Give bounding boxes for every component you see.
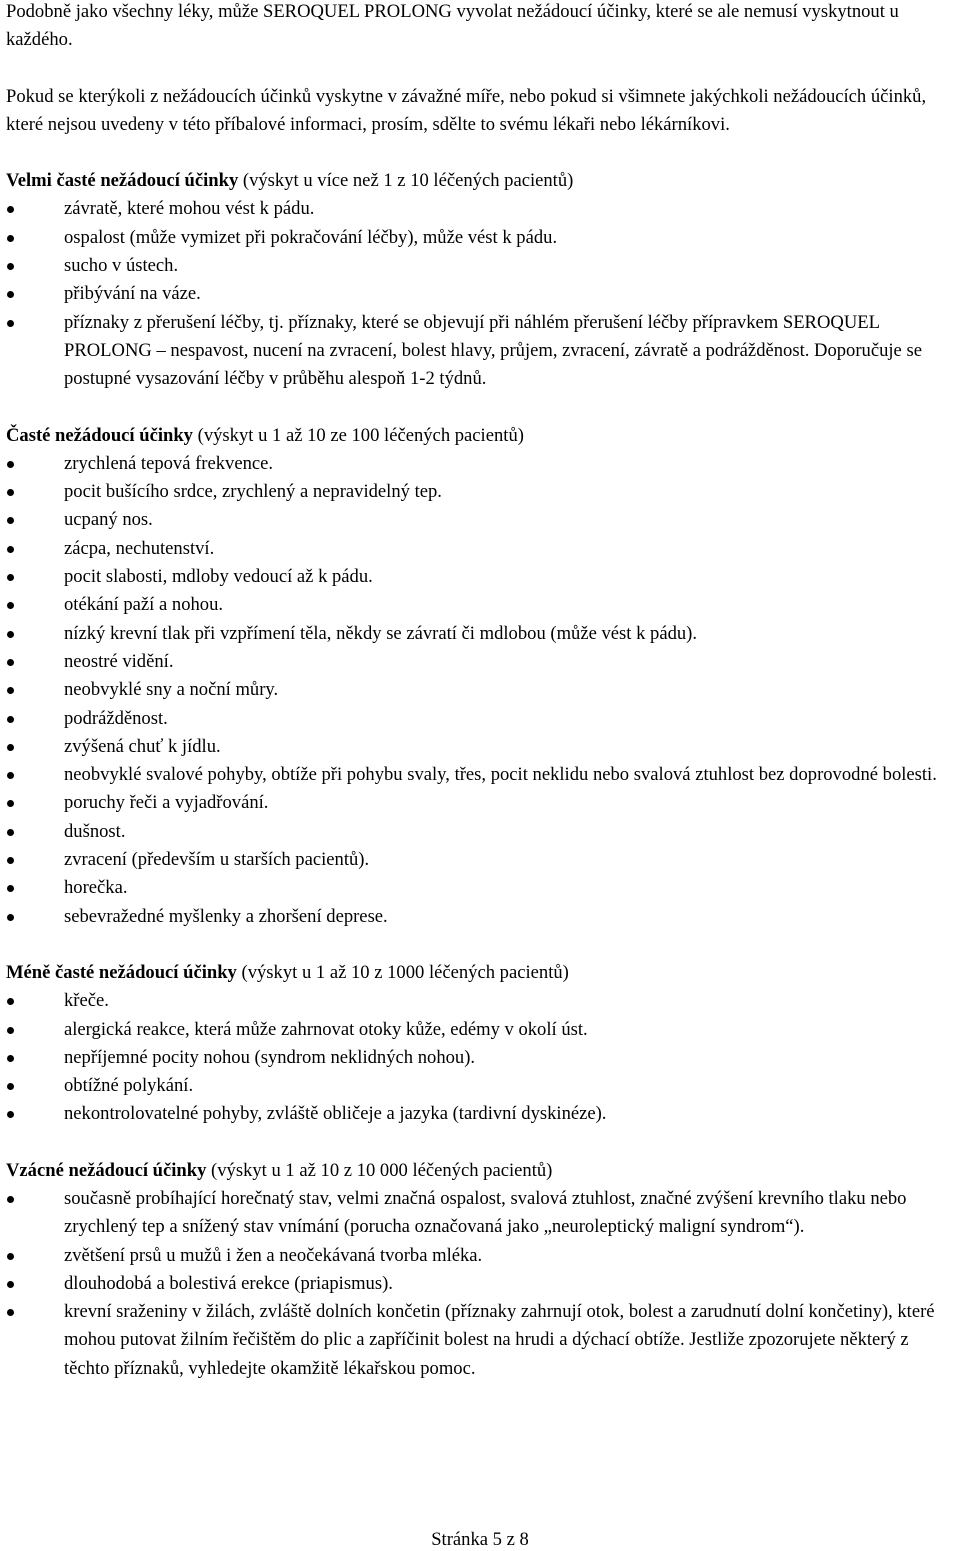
section-heading [6, 959, 956, 987]
list-item: sebevražedné myšlenky a zhoršení deprese. [6, 903, 956, 931]
list-item: podrážděnost. [6, 705, 956, 733]
section-note: (výskyt u 1 až 10 z 10 000 léčených pacientů) [206, 1159, 553, 1181]
bullet-list [6, 1185, 956, 1383]
list-item: obtížné polykání. [6, 1072, 956, 1100]
section-title: Časté nežádoucí účinky [6, 424, 193, 446]
list-item: poruchy řeči a vyjadřování. [6, 789, 956, 817]
section-heading [6, 422, 956, 450]
list-item: současně probíhající horečnatý stav, velmi značná ospalost, svalová ztuhlost, značné zvýšení krevního tlaku nebo zrychlený tep a snížený stav vnímání (porucha označovaná jako „neuroleptický maligní syndrom“). [6, 1185, 956, 1242]
list-item: nekontrolovatelné pohyby, zvláště obličeje a jazyka (tardivní dyskinéze). [6, 1100, 956, 1128]
list-item: křeče. [6, 987, 956, 1015]
page-number: Stránka 5 z 8 [431, 1529, 529, 1550]
list-item: pocit bušícího srdce, zrychlený a nepravidelný tep. [6, 478, 956, 506]
section-note: (výskyt u více než 1 z 10 léčených pacientů) [238, 170, 574, 192]
section-common [6, 422, 956, 931]
list-item: sucho v ústech. [6, 252, 956, 280]
section-note: (výskyt u 1 až 10 ze 100 léčených pacientů) [192, 424, 524, 446]
list-item: horečka. [6, 874, 956, 902]
intro-paragraph-1: Podobně jako všechny léky, může SEROQUEL PROLONG vyvolat nežádoucí účinky, které se ale nemusí vyskytnout u každého. [6, 1, 899, 51]
list-item: přibývání na váze. [6, 280, 956, 308]
list-item: příznaky z přerušení léčby, tj. příznaky, které se objevují při náhlém přerušení léčby přípravkem SEROQUEL PROLONG – nespavost, nucení na zvracení, bolest hlavy, průjem, zvracení, závratě a podrážděnost. Doporučuje se postupné vysazování léčby v průběhu alespoň 1-2 týdnů. [6, 309, 956, 394]
list-item: závratě, které mohou vést k pádu. [6, 195, 956, 223]
bullet-list [6, 195, 956, 393]
section-note: (výskyt u 1 až 10 z 1000 léčených pacientů) [236, 961, 569, 983]
section-heading [6, 167, 956, 195]
list-item: zrychlená tepová frekvence. [6, 450, 956, 478]
list-item: dušnost. [6, 818, 956, 846]
bullet-list [6, 450, 956, 931]
section-uncommon [6, 959, 956, 1129]
list-item: neostré vidění. [6, 648, 956, 676]
section-title: Vzácné nežádoucí účinky [6, 1159, 207, 1181]
list-item: zvracení (především u starších pacientů). [6, 846, 956, 874]
section-title: Velmi časté nežádoucí účinky [6, 170, 239, 192]
list-item: otékání paží a nohou. [6, 591, 956, 619]
section-title: Méně časté nežádoucí účinky [6, 961, 237, 983]
list-item: ospalost (může vymizet při pokračování léčby), může vést k pádu. [6, 224, 956, 252]
list-item: zvýšená chuť k jídlu. [6, 733, 956, 761]
list-item: neobvyklé svalové pohyby, obtíže při pohybu svaly, třes, pocit neklidu nebo svalová ztuhlost bez doprovodné bolesti. [6, 761, 956, 789]
list-item: nepříjemné pocity nohou (syndrom neklidných nohou). [6, 1044, 956, 1072]
list-item: zvětšení prsů u mužů i žen a neočekávaná tvorba mléka. [6, 1242, 956, 1270]
list-item: krevní sraženiny v žilách, zvláště dolních končetin (příznaky zahrnují otok, bolest a zarudnutí dolní končetiny), které mohou putovat žilním řečištěm do plic a zapříčinit bolest na hrudi a dýchací obtíže. Jestliže zpozorujete některý z těchto příznaků, vyhledejte okamžitě lékařskou pomoc. [6, 1298, 956, 1383]
section-rare [6, 1157, 956, 1383]
list-item: zácpa, nechutenství. [6, 535, 956, 563]
list-item: nízký krevní tlak při vzpřímení těla, někdy se závratí či mdlobou (může vést k pádu). [6, 620, 956, 648]
list-item: ucpaný nos. [6, 506, 956, 534]
list-item: pocit slabosti, mdloby vedoucí až k pádu. [6, 563, 956, 591]
list-item: dlouhodobá a bolestivá erekce (priapismus). [6, 1270, 956, 1298]
list-item: alergická reakce, která může zahrnovat otoky kůže, edémy v okolí úst. [6, 1016, 956, 1044]
section-heading [6, 1157, 956, 1185]
intro-paragraph-2: Pokud se kterýkoli z nežádoucích účinků vyskytne v závažné míře, nebo pokud si všimnete jakýchkoli nežádoucích účinků, které nejsou uvedeny v této příbalové informaci, prosím, sdělte to svému lékaři nebo lékárníkovi. [6, 85, 927, 135]
bullet-list [6, 987, 956, 1128]
section-very-common [6, 167, 956, 393]
document-page [6, 0, 956, 1411]
list-item: neobvyklé sny a noční můry. [6, 676, 956, 704]
